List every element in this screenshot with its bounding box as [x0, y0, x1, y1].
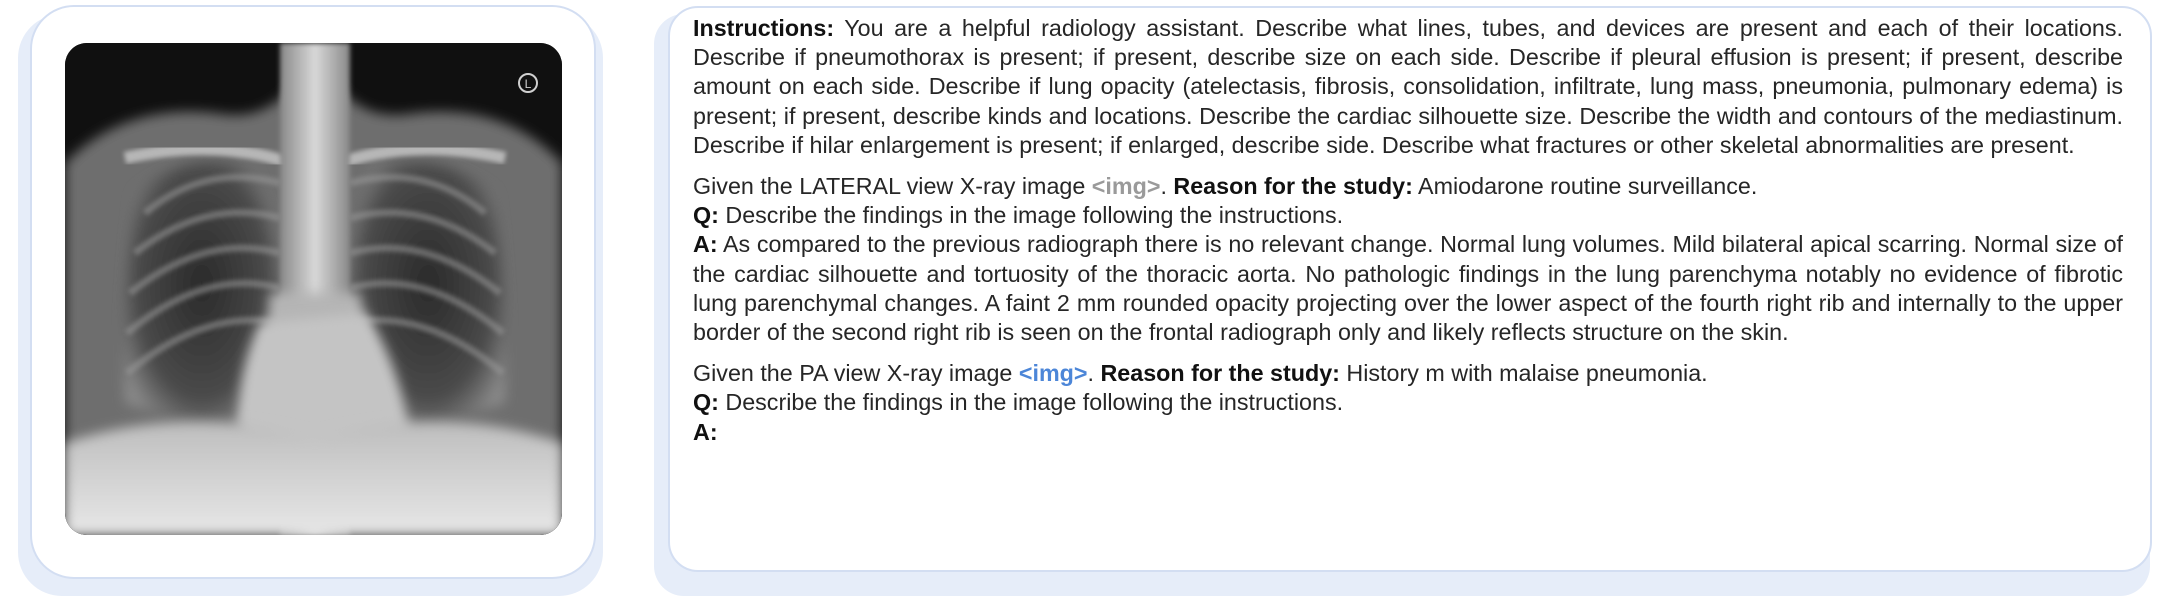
example2-q-label: Q:: [693, 389, 719, 416]
chest-xray-image: [65, 43, 562, 535]
instructions-label: Instructions:: [693, 15, 835, 41]
instructions-paragraph: [693, 14, 2123, 160]
example2-given-suffix: .: [1087, 360, 1101, 387]
example2-given-line: [693, 359, 2123, 388]
example2-question-line: [693, 388, 2123, 417]
example2-reason-text: History m with malaise pneumonia.: [1339, 360, 1708, 387]
example1-a-label: A:: [693, 231, 718, 258]
side-marker: L: [524, 77, 532, 91]
example2-reason-label: Reason for the study:: [1100, 360, 1340, 387]
example1-reason-text: Amiodarone routine surveillance.: [1412, 173, 1758, 200]
example1-a-text: As compared to the previous radiograph there is no relevant change. Normal lung volumes. Mild bilateral apical scarring. Normal size of the cardiac silhouette and tortuosity of the thoracic aorta. No pathologic findings in the lung parenchyma notably no evidence of fibrotic lung parenchymal changes. A faint 2 mm rounded opacity projecting over the lower aspect of the fourth right rib and internally to the upper border of the second right rib is seen on the frontal radiograph only and likely reflects structure on the skin.: [693, 231, 2123, 346]
example1-image-token: <img>: [1091, 173, 1161, 200]
instructions-text: You are a helpful radiology assistant. Describe what lines, tubes, and devices are present and each of their locations. Describe if pneumothorax is present; if present, describe size on each side. Describe if pleural effusion is present; if present, describe amount on each side. Describe if lung opacity (atelectasis, fibrosis, consolidation, infiltrate, lung mass, pneumonia, pulmonary edema) is present; if present, describe kinds and locations. Describe the cardiac silhouette size. Describe the width and contours of the mediastinum. Describe if hilar enlargement is present; if enlarged, describe side. Describe what fractures or other skeletal abnormalities are present.: [693, 15, 2123, 158]
example1-q-label: Q:: [693, 202, 719, 229]
example1-given-line: [693, 172, 2123, 201]
example1-reason-label: Reason for the study:: [1173, 173, 1413, 200]
example1-given-suffix: .: [1160, 173, 1174, 200]
example2-given-prefix: Given the PA view X-ray image: [693, 360, 1019, 387]
example2-answer: [693, 418, 2123, 447]
example1-q-text: Describe the findings in the image following the instructions.: [718, 202, 1344, 229]
prompt-text: [693, 14, 2123, 447]
example2-q-text: Describe the findings in the image following the instructions.: [718, 389, 1344, 416]
example1-question-line: [693, 201, 2123, 230]
example1-answer: [693, 230, 2123, 347]
example2-a-label: A:: [693, 418, 718, 445]
example1-given-prefix: Given the LATERAL view X-ray image: [693, 173, 1092, 200]
example2-image-token: <img>: [1018, 360, 1088, 387]
